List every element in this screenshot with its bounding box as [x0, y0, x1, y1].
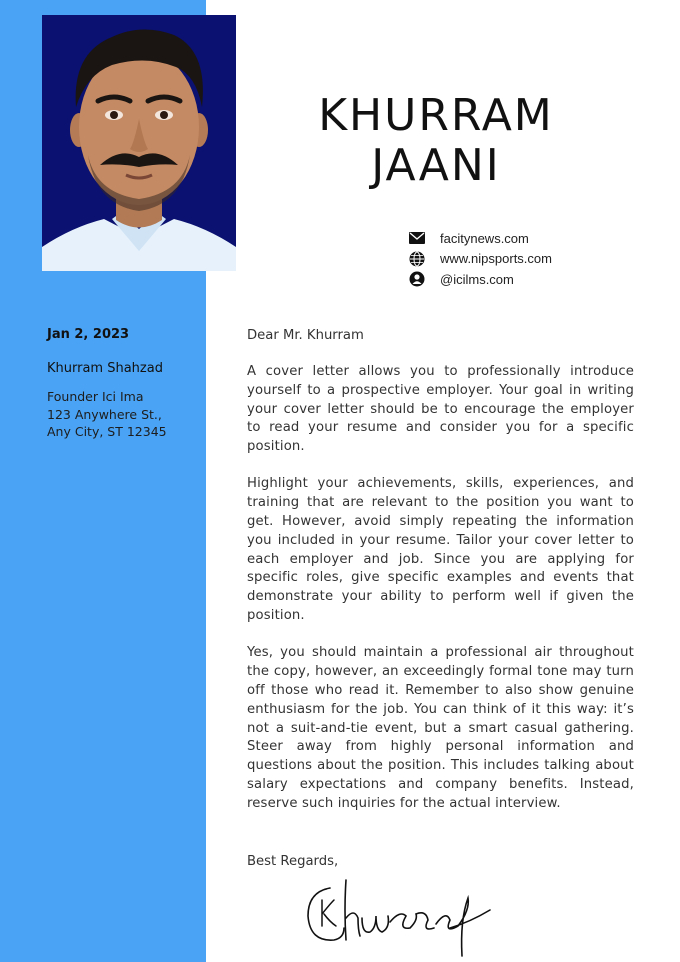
- sender-title: Founder Ici Ima: [47, 389, 144, 404]
- mail-icon: [408, 229, 426, 247]
- globe-icon: [408, 250, 426, 268]
- portrait-illustration: [42, 15, 236, 271]
- letter-paragraph: Yes, you should maintain a professional air throughout the copy, however, an exceedingly formal tone may turn off those who read it. Remember to also show genuine enthusiasm for the job. You can think of it this way: it’s not a suit-and-tie event, but a smart casual gathering. Steer away from highly personal information and questions about the position. This includes talking about salary expectations and company benefits. Instead, reserve such inquiries for the actual interview.: [247, 645, 634, 811]
- sender-address: [47, 388, 167, 441]
- contact-handle-text[interactable]: @icilms.com: [440, 271, 514, 287]
- letter-paragraph: Highlight your achievements, skills, experiences, and training that are relevant to the position you want to get. However, avoid simply repeating the information you included in your resume. Tailor your cover letter to each employer and job. Since you are applying for specific roles, give specific examples and events that demonstrate your ability to perform well if given the position.: [247, 476, 634, 624]
- signature-image: [300, 870, 500, 960]
- name-line-2: JAANI: [371, 140, 501, 192]
- letter-body: [247, 326, 634, 832]
- letter-paragraph: A cover letter allows you to professionally introduce yourself to a prospective employer. Your goal in writing your cover letter should be to encourage the employer to read your resume and consider you for a specific position.: [247, 364, 634, 455]
- user-icon: [408, 270, 426, 288]
- sender-city: Any City, ST 12345: [47, 424, 167, 439]
- contact-website: [408, 249, 552, 270]
- applicant-name: [236, 91, 636, 191]
- sender-name: Khurram Shahzad: [47, 361, 163, 376]
- closing-line: Best Regards,: [247, 854, 339, 869]
- contact-website-text[interactable]: www.nipsports.com: [440, 251, 552, 267]
- salutation: Dear Mr. Khurram: [247, 328, 364, 343]
- contact-email-text[interactable]: facitynews.com: [440, 230, 529, 246]
- contact-email: [408, 228, 552, 249]
- name-line-1: KHURRAM: [318, 90, 554, 142]
- contact-list: [408, 228, 552, 290]
- profile-photo: [42, 15, 236, 271]
- sender-street: 123 Anywhere St.,: [47, 406, 162, 422]
- letter-date: Jan 2, 2023: [47, 327, 130, 342]
- contact-handle: [408, 269, 552, 290]
